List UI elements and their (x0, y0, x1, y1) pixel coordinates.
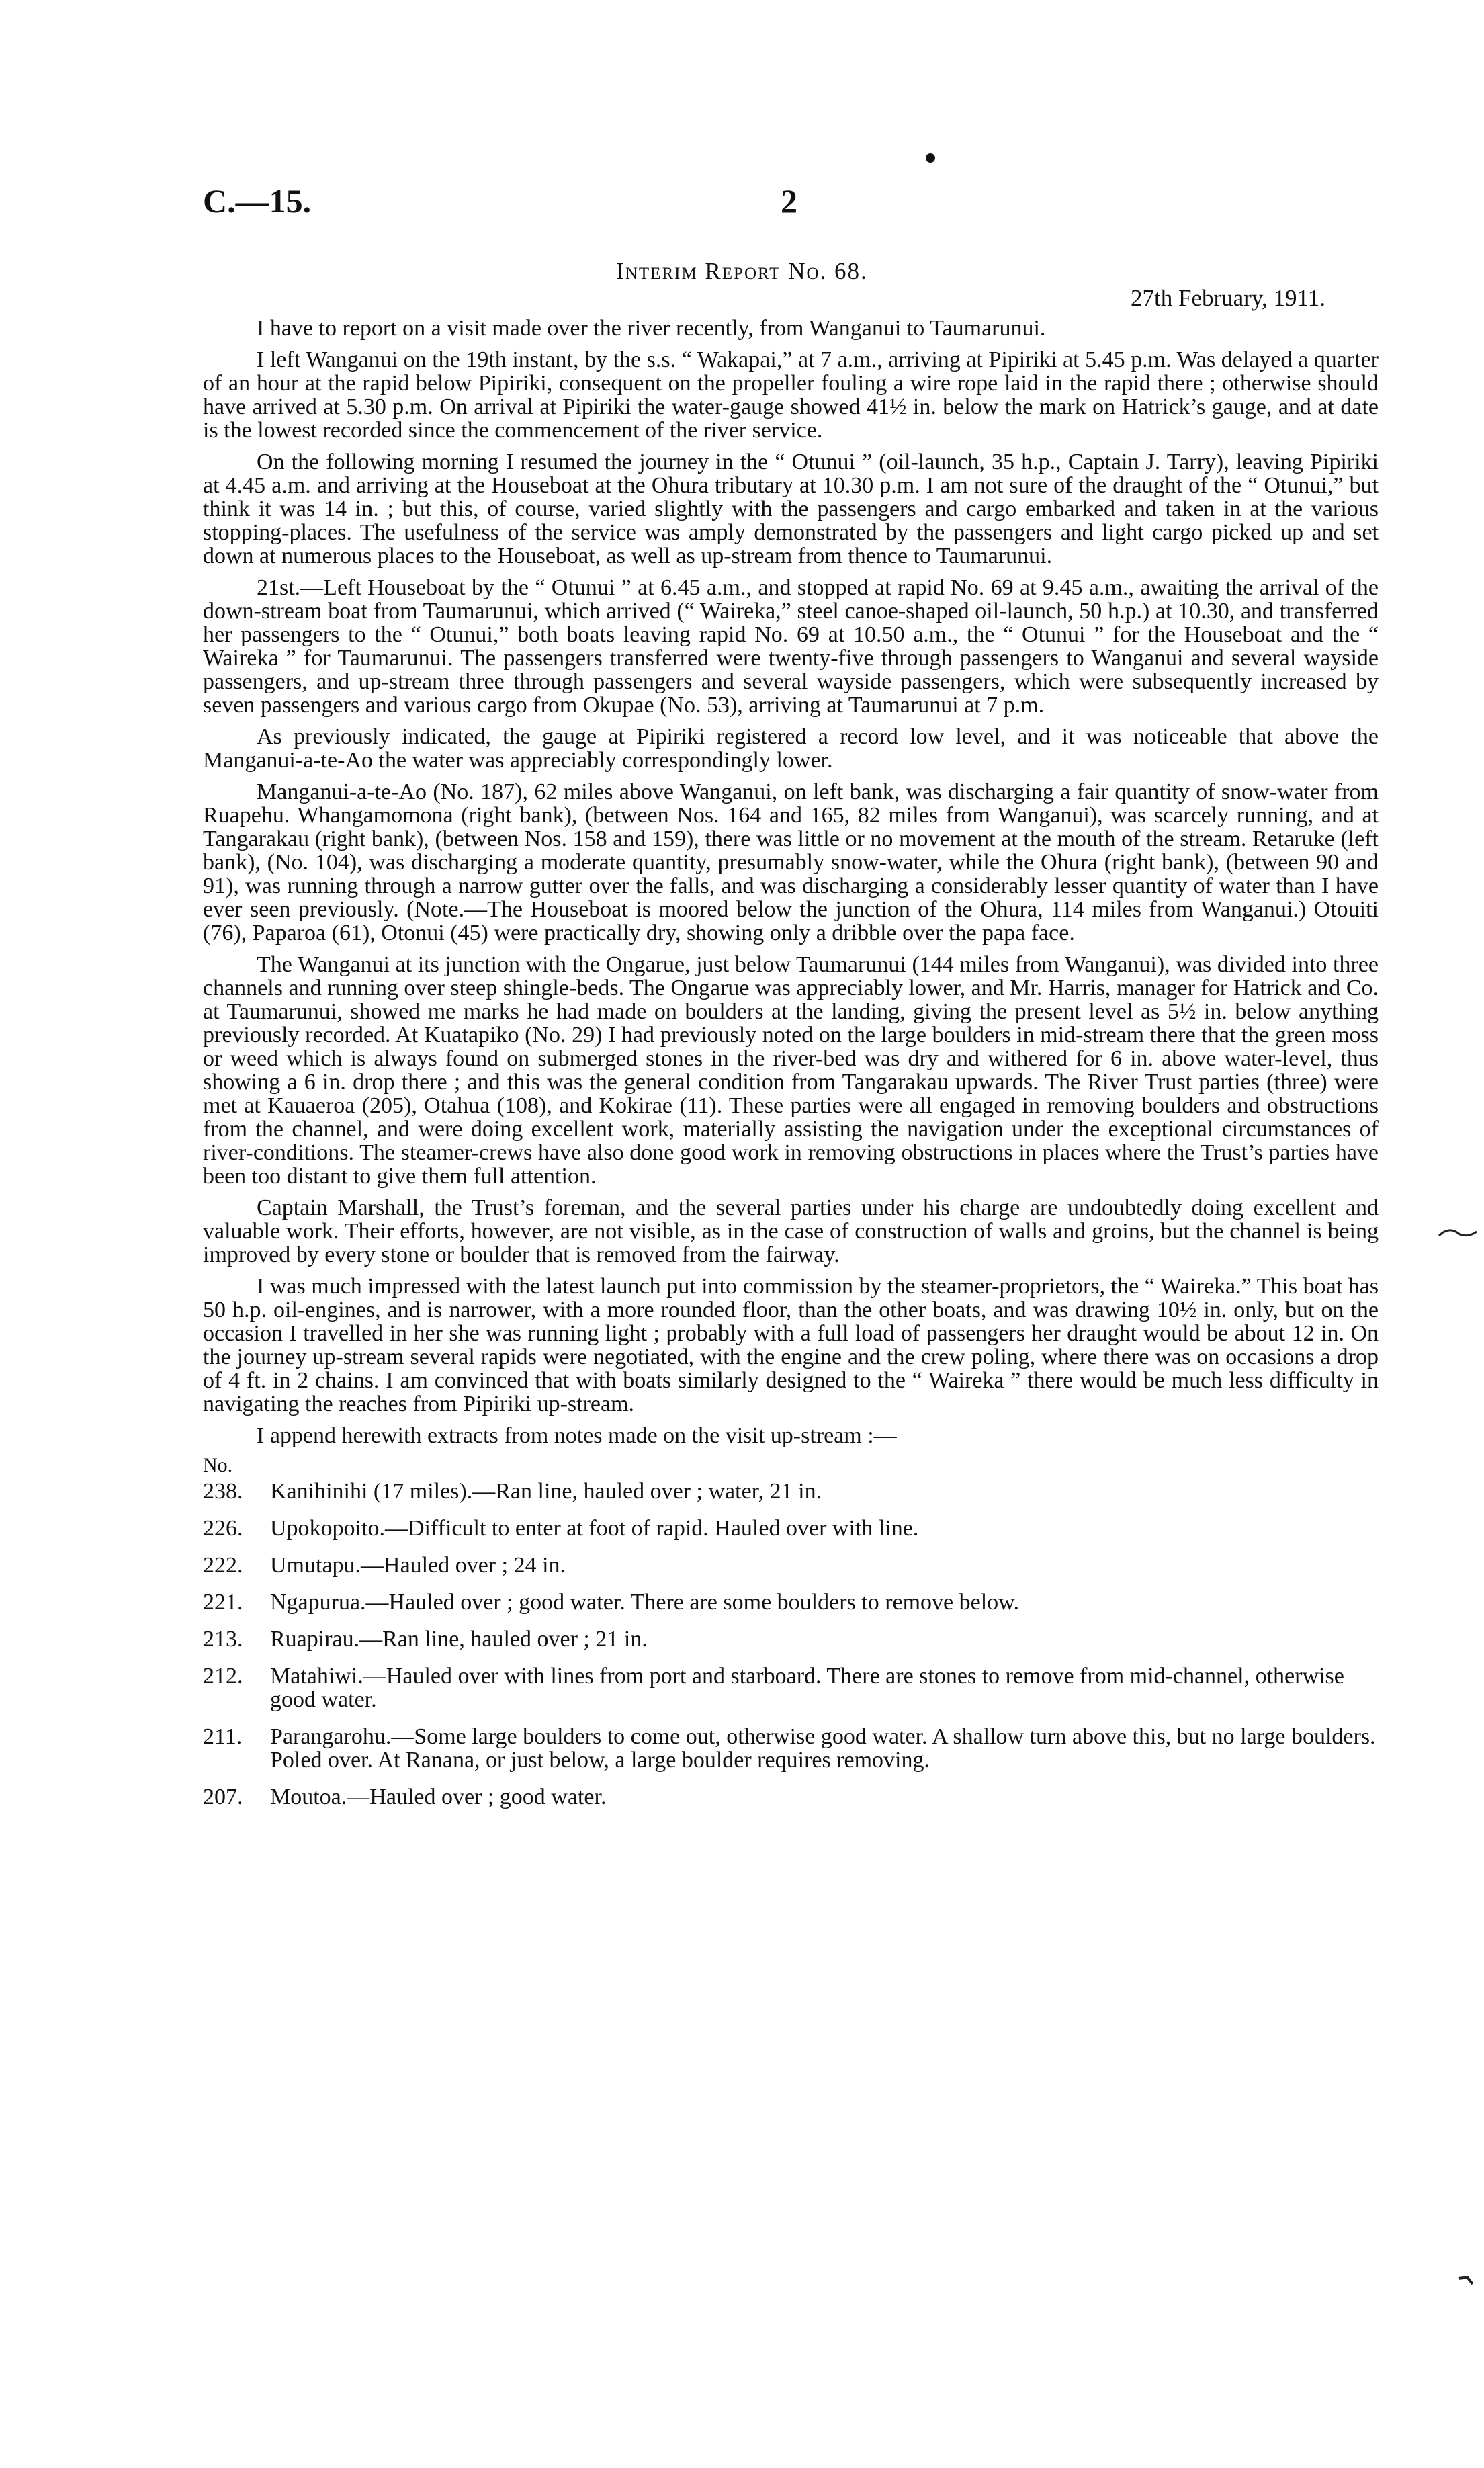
report-title: Interim Report No. 68. (616, 258, 868, 284)
rapid-number: 222. (203, 1553, 243, 1578)
paragraph: Manganui-a-te-Ao (No. 187), 62 miles above Wanganui, on left bank, was discharging a fair quantity of snow-water from Ruapehu. Whangamomona (right bank), (between Nos. 164 and 165, 82 miles from Wanganui), was scarcely running, and at Tangarakau (right bank), (between Nos. 158 and 159), there was little or no movement at the mouth of the stream. Retaruke (left bank), (No. 104), was discharging a moderate quantity, presumably snow-water, while the Ohura (right bank), (between 90 and 91), was running through a narrow gutter over the falls, and was discharging a considerably lesser quantity of water than I have ever seen previously. (Note.—The Houseboat is moored below the junction of the Ohura, 114 miles from Wanganui.) Otouiti (76), Paparoa (61), Otonui (45) were practically dry, showing only a dribble over the papa face. (203, 779, 1379, 945)
report-body (203, 316, 1379, 1822)
rapid-note: Moutoa.—Hauled over ; good water. (270, 1785, 607, 1810)
list-item (203, 1517, 1379, 1540)
list-item (203, 1590, 1379, 1614)
document-reference: C.—15. (203, 182, 312, 220)
paragraph: On the following morning I resumed the journey in the “ Otunui ” (oil-launch, 35 h.p., Captain J. Tarry), leaving Pipiriki at 4.45 a.m. and arriving at the Houseboat at the Ohura tributary at 10.30 p.m. I am not sure of the draught of the “ Otunui,” but think it was 14 in. ; but this, of course, varied slightly with the passengers and cargo embarked and taken in at the various stopping-places. The usefulness of the service was amply demonstrated by the passengers and light cargo picked up and set down at numerous places to the Houseboat, as well as up-stream from thence to Taumarunui. (203, 450, 1379, 568)
rapid-note: Ruapirau.—Ran line, hauled over ; 21 in. (270, 1627, 648, 1652)
rapid-number: 207. (203, 1785, 243, 1810)
rapid-note: Matahiwi.—Hauled over with lines from port and starboard. There are stones to remove from mid-channel, otherwise good water. (270, 1664, 1344, 1712)
margin-pencil-tick (1458, 2274, 1478, 2288)
rapid-number: 213. (203, 1627, 243, 1652)
paragraph: I have to report on a visit made over the river recently, from Wanganui to Taumarunui. (257, 316, 1046, 341)
rapid-number: 226. (203, 1516, 243, 1541)
list-item (203, 1725, 1379, 1772)
list-item (203, 1664, 1379, 1711)
rapid-note: Ngapurua.—Hauled over ; good water. There are some boulders to remove below. (270, 1590, 1020, 1615)
rapid-note: Parangarohu.—Some large boulders to come out, otherwise good water. A shallow turn above this, but no large boulders. Poled over. At Ranana, or just below, a large boulder requires removing. (270, 1724, 1376, 1773)
paragraph: The Wanganui at its junction with the Ongarue, just below Taumarunui (144 miles from Wanganui), was divided into three channels and running over steep shingle-beds. The Ongarue was appreciably lower, and Mr. Harris, manager for Hatrick and Co. at Taumarunui, showed me marks he had made on boulders at the landing, giving the present level as 5½ in. below anything previously recorded. At Kuatapiko (No. 29) I had previously noted on the large boulders in mid-stream there that the green moss or weed which is always found on submerged stones in the river-bed was dry and withered for 6 in. above water-level, thus showing a 6 in. drop there ; and this was the general condition from Tangarakau upwards. The River Trust parties (three) were met at Kauaeroa (205), Otahua (108), and Kokirae (11). These parties were all engaged in removing boulders and obstructions from the channel, and were doing excellent work, materially assisting the navigation under the exceptional circumstances of river-conditions. The steamer-crews have also done good work in removing obstructions in places where the Trust’s parties have been too distant to give them full attention. (203, 952, 1379, 1189)
rapid-number: 211. (203, 1724, 243, 1749)
list-item (203, 1627, 1379, 1651)
rapid-number: 212. (203, 1664, 243, 1689)
list-item (203, 1554, 1379, 1577)
page-number: 2 (781, 182, 797, 220)
number-column-label: No. (203, 1454, 233, 1476)
list-item (203, 1480, 1379, 1503)
paragraph: As previously indicated, the gauge at Pipiriki registered a record low level, and it was noticeable that above the Manganui-a-te-Ao the water was appreciably correspondingly lower. (203, 724, 1379, 773)
ink-dot (926, 153, 935, 163)
rapid-notes-list (203, 1480, 1379, 1809)
paragraph: I was much impressed with the latest launch put into commission by the steamer-proprietors, the “ Waireka.” This boat has 50 h.p. oil-engines, and is narrower, with a more rounded floor, than the other boats, and was drawing 10½ in. only, but on the occasion I travelled in her she was running light ; probably with a full load of passengers her draught would be about 12 in. On the journey up-stream several rapids were negotiated, with the engine and the crew poling, where there was on occasions a drop of 4 ft. in 2 chains. I am convinced that with boats similarly designed to the “ Waireka ” there would be much less difficulty in navigating the reaches from Pipiriki up-stream. (203, 1274, 1379, 1416)
paragraph: I left Wanganui on the 19th instant, by the s.s. “ Wakapai,” at 7 a.m., arriving at Pipiriki at 5.45 p.m. Was delayed a quarter of an hour at the rapid below Pipiriki, consequent on the propeller fouling a wire rope laid in the rapid there ; otherwise should have arrived at 5.30 p.m. On arrival at Pipiriki the water-gauge showed 41½ in. below the mark on Hatrick’s gauge, and at date is the lowest recorded since the commencement of the river service. (203, 347, 1379, 443)
paragraph: 21st.—Left Houseboat by the “ Otunui ” at 6.45 a.m., and stopped at rapid No. 69 at 9.45 a.m., awaiting the arrival of the down-stream boat from Taumarunui, which arrived (“ Waireka,” steel canoe-shaped oil-launch, 50 h.p.) at 10.30, and transferred her passengers to the “ Otunui,” both boats leaving rapid No. 69 at 10.50 a.m., the “ Otunui ” for the Houseboat and the “ Waireka ” for Taumarunui. The passengers transferred were twenty-five through passengers to Wanganui and several wayside passengers, and up-stream three through passengers and several wayside passengers, which were subsequently increased by seven passengers and various cargo from Okupae (No. 53), arriving at Taumarunui at 7 p.m. (203, 575, 1379, 718)
rapid-number: 221. (203, 1590, 243, 1615)
paragraph: Captain Marshall, the Trust’s foreman, and the several parties under his charge are undoubtedly doing excellent and valuable work. Their efforts, however, are not visible, as in the case of construction of walls and groins, but the channel is being improved by every stone or boulder that is removed from the fairway. (203, 1195, 1379, 1267)
rapid-note: Umutapu.—Hauled over ; 24 in. (270, 1553, 566, 1578)
report-date: 27th February, 1911. (1131, 285, 1325, 311)
list-item (203, 1785, 1379, 1809)
append-intro: I append herewith extracts from notes made on the visit up-stream :— (257, 1423, 897, 1448)
rapid-note: Kanihinihi (17 miles).—Ran line, hauled over ; water, 21 in. (270, 1479, 822, 1504)
margin-pencil-mark (1438, 1226, 1478, 1240)
rapid-number: 238. (203, 1479, 243, 1504)
rapid-note: Upokopoito.—Difficult to enter at foot of rapid. Hauled over with line. (270, 1516, 919, 1541)
page-header (203, 181, 1379, 235)
